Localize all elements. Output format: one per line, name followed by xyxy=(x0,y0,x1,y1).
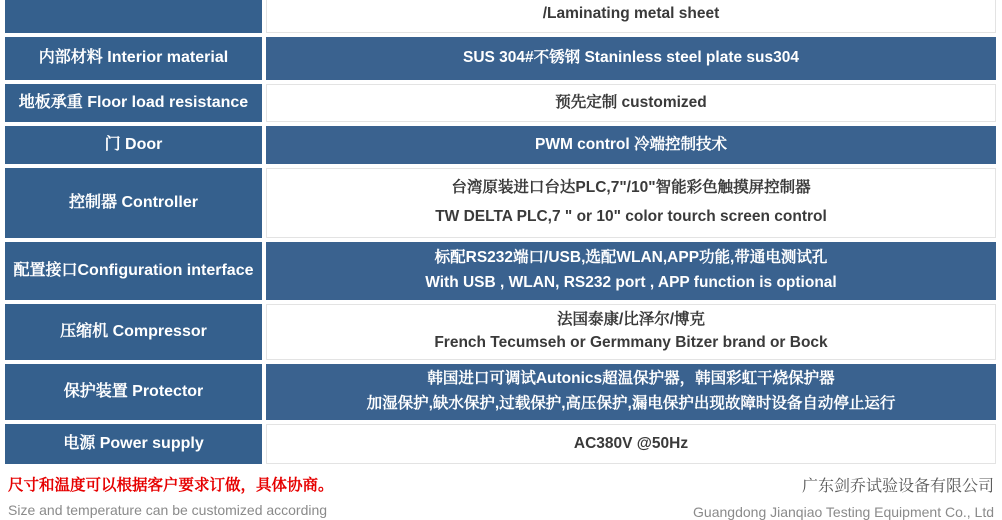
row-label-cell xyxy=(5,424,262,464)
customization-note-en: Size and temperature can be customized according xyxy=(8,502,328,518)
value-line: AC380V @50Hz xyxy=(573,434,689,452)
row-label-cell xyxy=(5,168,262,238)
row-value-cell xyxy=(266,37,996,80)
table-row xyxy=(5,424,996,464)
row-value-cell xyxy=(266,304,996,360)
row-label: 压缩机 Compressor xyxy=(60,322,207,340)
row-value-cell xyxy=(266,168,996,238)
row-value-cell xyxy=(266,0,996,33)
table-row xyxy=(5,0,996,33)
row-label-cell xyxy=(5,0,262,33)
row-value-cell xyxy=(266,424,996,464)
value-line: 标配RS232端口/USB,选配WLAN,APP功能,带通电测试孔 xyxy=(434,249,828,267)
row-label: 内部材料 Interior material xyxy=(38,49,229,67)
value-line: /Laminating metal sheet xyxy=(542,5,720,23)
table-row xyxy=(5,364,996,420)
value-line: With USB , WLAN, RS232 port , APP function is optional xyxy=(425,274,837,292)
row-value-cell xyxy=(266,126,996,164)
value-line: 预先定制 customized xyxy=(555,93,707,111)
company-name-zh: 广东剑乔试验设备有限公司 xyxy=(801,478,994,495)
row-label-cell xyxy=(5,84,262,122)
company-info xyxy=(693,473,994,520)
value-line: PWM control 冷端控制技术 xyxy=(534,135,728,153)
row-label: 控制器 Controller xyxy=(69,193,198,211)
value-line: 加湿保护,缺水保护,过载保护,高压保护,漏电保护出现故障时设备自动停止运行 xyxy=(366,394,896,412)
row-label: 门 Door xyxy=(104,135,163,153)
table-row xyxy=(5,304,996,360)
company-name-en: Guangdong Jianqiao Testing Equipment Co., Ltd xyxy=(693,504,994,520)
row-label: 电源 Power supply xyxy=(63,434,204,452)
row-label-cell xyxy=(5,126,262,164)
row-value-cell xyxy=(266,364,996,420)
value-line: French Tecumseh or Germmany Bitzer brand or Bock xyxy=(434,334,828,352)
row-label-cell xyxy=(5,304,262,360)
value-line: TW DELTA PLC,7 " or 10" color tourch screen control xyxy=(435,207,827,225)
row-label: 保护装置 Protector xyxy=(63,382,204,400)
row-label-cell xyxy=(5,37,262,80)
row-label-cell xyxy=(5,364,262,420)
row-label: 配置接口Configuration interface xyxy=(13,261,254,279)
customization-note-zh: 尺寸和温度可以根据客户要求订做，具体协商。 xyxy=(8,477,334,494)
value-line: 韩国进口可调试Autonics超温保护器，韩国彩虹干烧保护器 xyxy=(427,370,835,388)
table-row xyxy=(5,242,996,300)
table-row xyxy=(5,84,996,122)
table-row xyxy=(5,168,996,238)
row-value-cell xyxy=(266,84,996,122)
footer xyxy=(0,464,1002,520)
value-line: SUS 304#不锈钢 Staninless steel plate sus304 xyxy=(463,49,799,67)
value-line: 法国泰康/比泽尔/博克 xyxy=(556,310,706,328)
table-row xyxy=(5,37,996,80)
table-row xyxy=(5,126,996,164)
footer-notes xyxy=(8,473,334,518)
value-line: 台湾原装进口台达PLC,7"/10"智能彩色触摸屏控制器 xyxy=(451,179,811,197)
row-label-cell xyxy=(5,242,262,300)
row-value-cell xyxy=(266,242,996,300)
row-label: 地板承重 Floor load resistance xyxy=(18,93,249,111)
